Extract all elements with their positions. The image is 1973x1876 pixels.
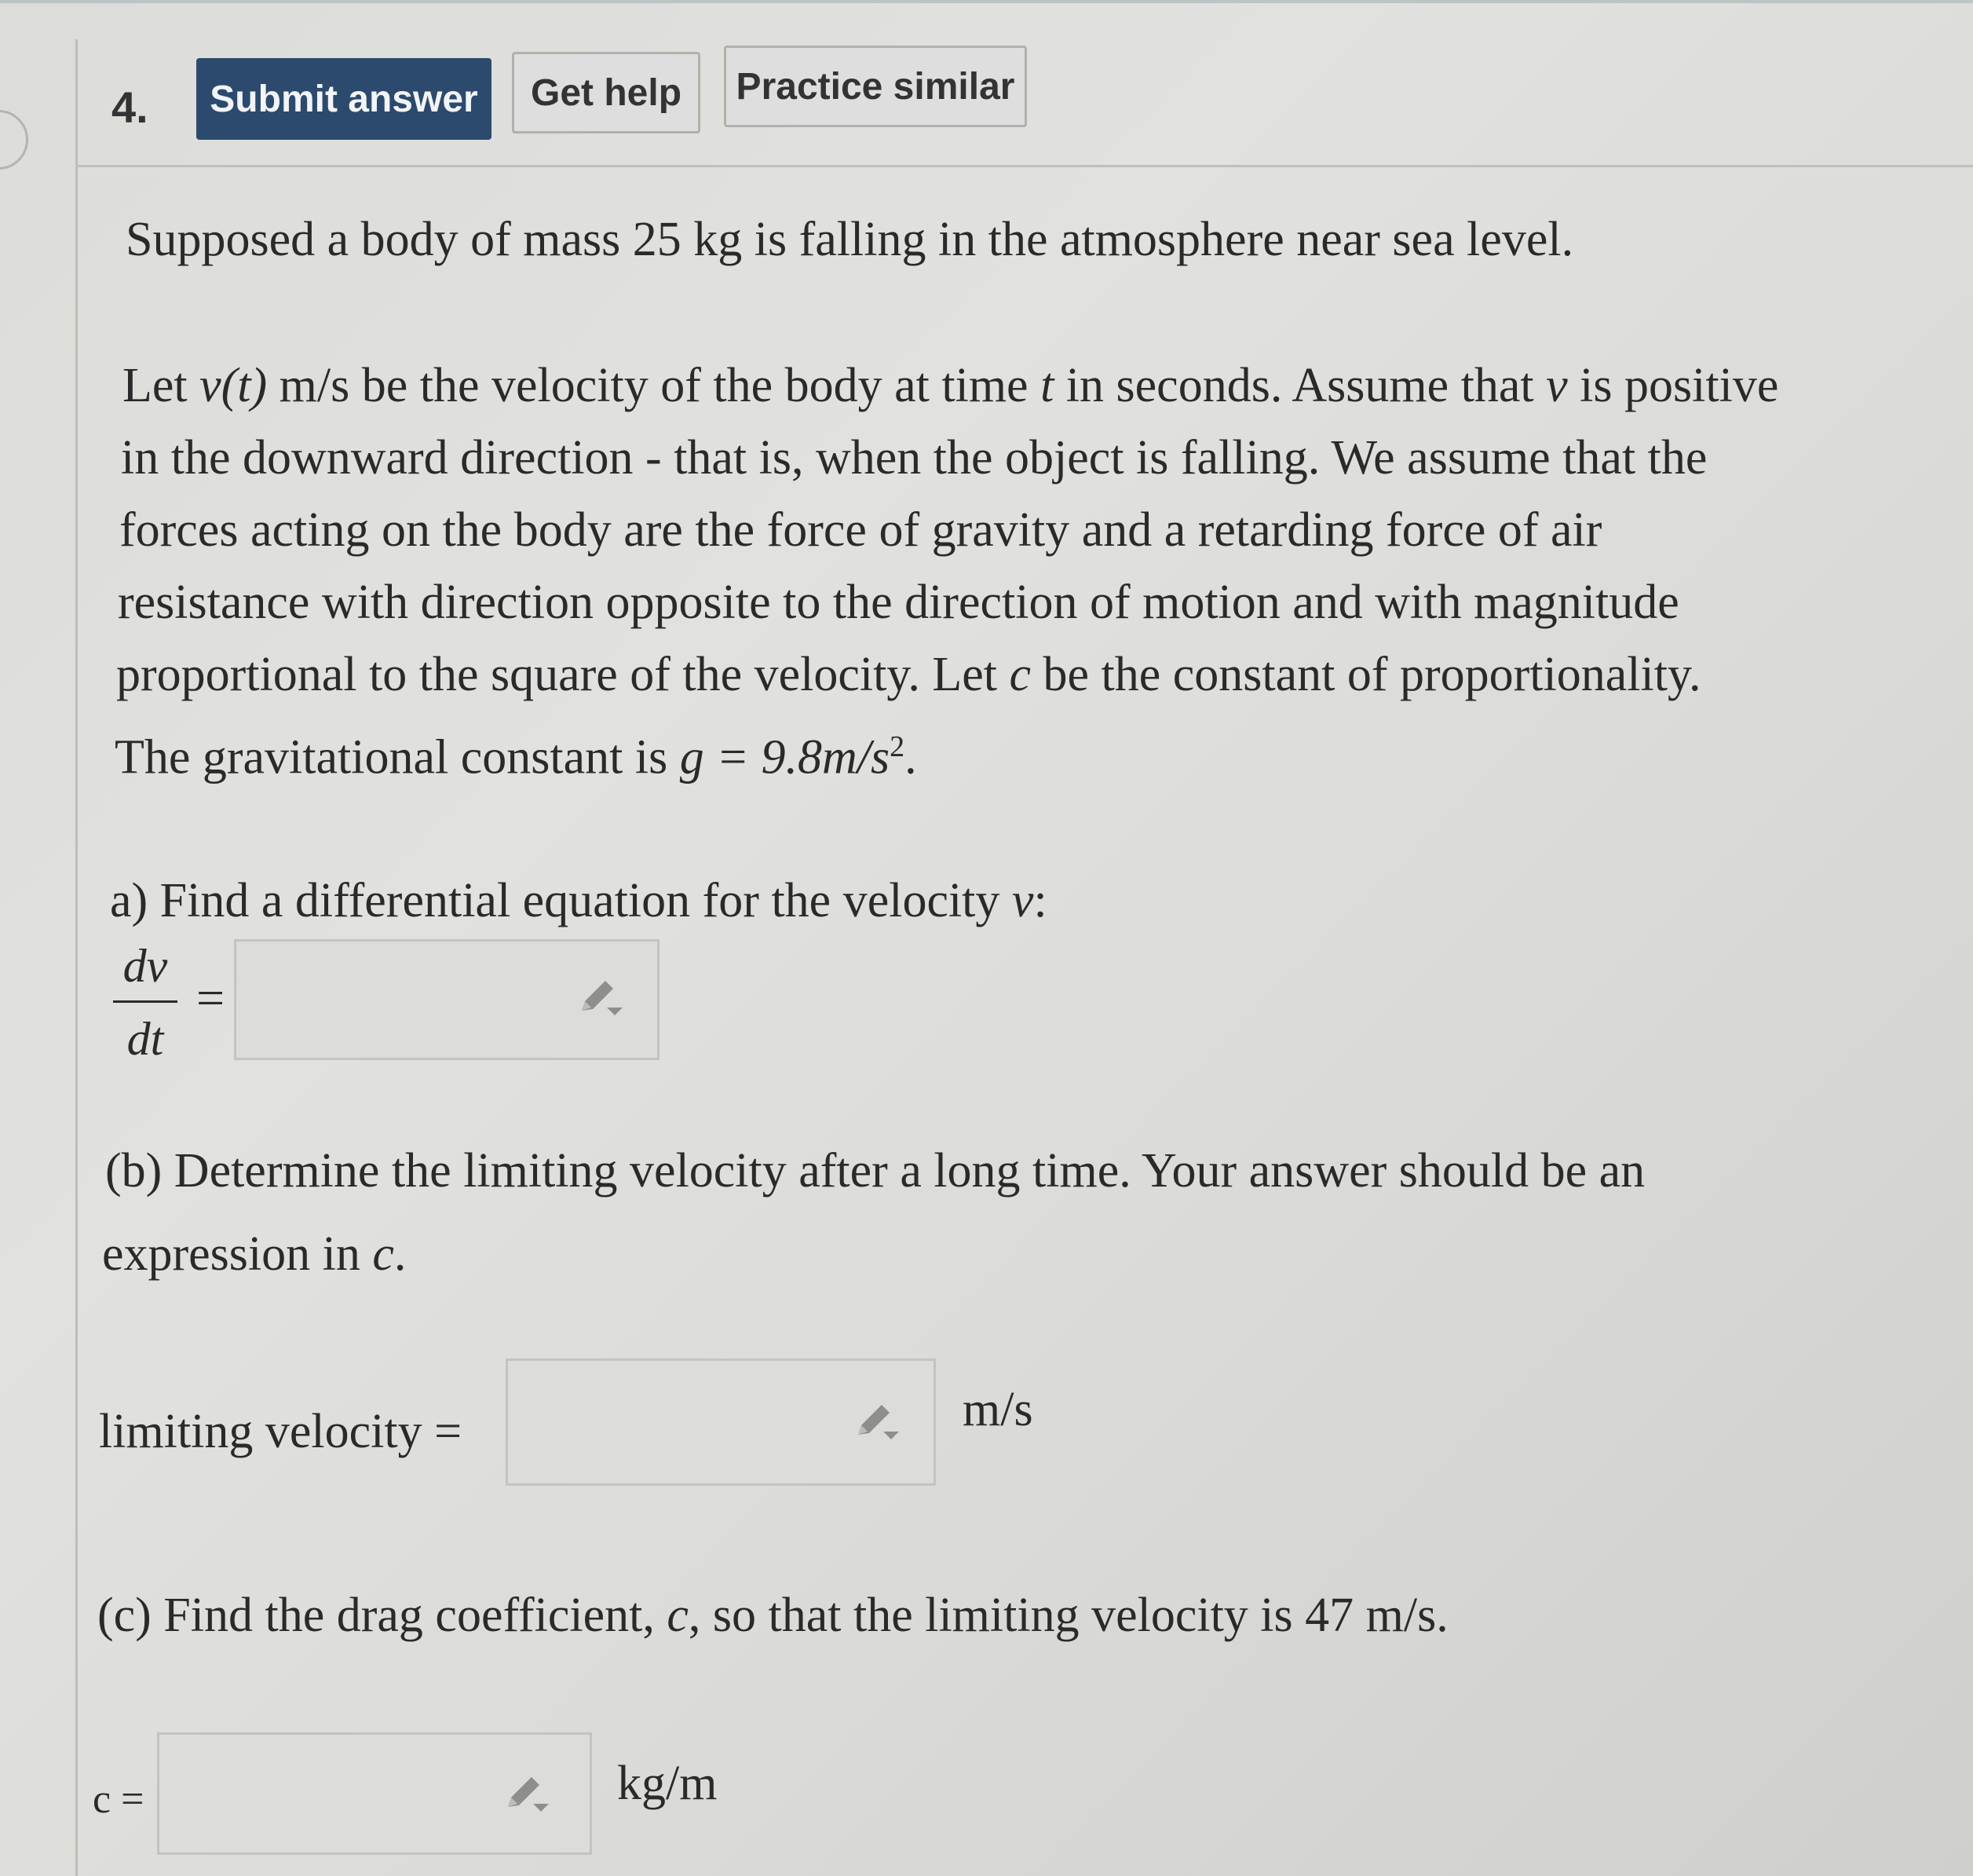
part-b-prompt-line-1: (b) Determine the limiting velocity after a long time. Your answer should be an [105,1144,1646,1198]
math-c: c [372,1227,394,1281]
problem-line-5-text-a: proportional to the square of the velocity. Let [116,648,1010,701]
part-b-prompt-period: . [393,1227,407,1281]
header-divider [75,165,1973,167]
problem-line-4: resistance with direction opposite to the direction of motion and with magnitude [118,576,1679,629]
problem-line-1-text-c: in seconds. Assume that [1054,359,1547,412]
fraction-denominator: dt [126,1013,164,1065]
drag-coefficient-label: c = [93,1777,144,1822]
problem-line-1-text-a: Let [122,359,200,412]
math-c: c [667,1589,689,1642]
part-b-prompt-line-2 [102,1217,406,1291]
limiting-velocity-label: limiting velocity = [99,1405,462,1458]
problem-intro: Supposed a body of mass 25 kg is falling in the atmosphere near sea level. [126,213,1574,266]
part-a-prompt-colon: : [1033,874,1047,927]
pencil-dropdown-icon[interactable] [852,1400,902,1444]
problem-line-1-text-b: m/s be the velocity of the body at time [267,359,1041,412]
equals-sign: = [196,970,225,1026]
problem-line-3: forces acting on the body are the force of gravity and a retarding force of air [119,503,1602,557]
part-c-prompt-text-a: (c) Find the drag coefficient, [97,1589,667,1642]
math-gravity: g = 9.8m/s [679,730,890,784]
part-a-prompt-text: a) Find a differential equation for the velocity [110,874,1012,927]
problem-line-5-text-b: be the constant of proportionality. [1031,648,1701,701]
part-c-prompt [97,1578,1449,1652]
math-t: t [1040,359,1054,412]
get-help-button[interactable]: Get help [512,52,700,133]
question-number: 4. [111,82,148,132]
math-v: v [1011,874,1034,927]
math-v-of-t: v(t) [199,359,268,412]
limiting-velocity-unit: m/s [963,1383,1033,1436]
pencil-dropdown-icon[interactable] [502,1772,552,1816]
fraction-bar [113,1000,177,1003]
problem-line-2: in the downward direction - that is, when the object is falling. We assume that the [121,431,1708,485]
top-divider [0,0,1973,3]
pencil-dropdown-icon[interactable] [575,976,626,1020]
drag-coefficient-unit: kg/m [617,1757,718,1810]
math-v: v [1546,359,1568,412]
problem-line-6-period: . [904,730,917,784]
part-c-prompt-text-b: , so that the limiting velocity is 47 m/s. [688,1589,1449,1642]
fraction-numerator: dv [122,940,168,992]
math-c: c [1009,648,1031,701]
problem-line-5 [116,638,1701,711]
problem-line-6-text: The gravitational constant is [115,730,680,784]
problem-line-1 [122,349,1778,422]
problem-line-6 [115,710,917,795]
submit-answer-button[interactable]: Submit answer [196,58,491,140]
left-gutter [0,39,78,1876]
dv-dt-fraction [113,934,177,1070]
limiting-velocity-input[interactable] [506,1359,936,1486]
part-a-answer-input[interactable] [234,939,659,1060]
math-exponent: 2 [890,730,905,763]
part-a-prompt [110,864,1047,938]
problem-line-1-text-d: is positive [1567,359,1779,412]
part-b-prompt-text: expression in [102,1227,373,1281]
drag-coefficient-input[interactable] [157,1732,592,1855]
practice-similar-button[interactable]: Practice similar [724,46,1027,127]
